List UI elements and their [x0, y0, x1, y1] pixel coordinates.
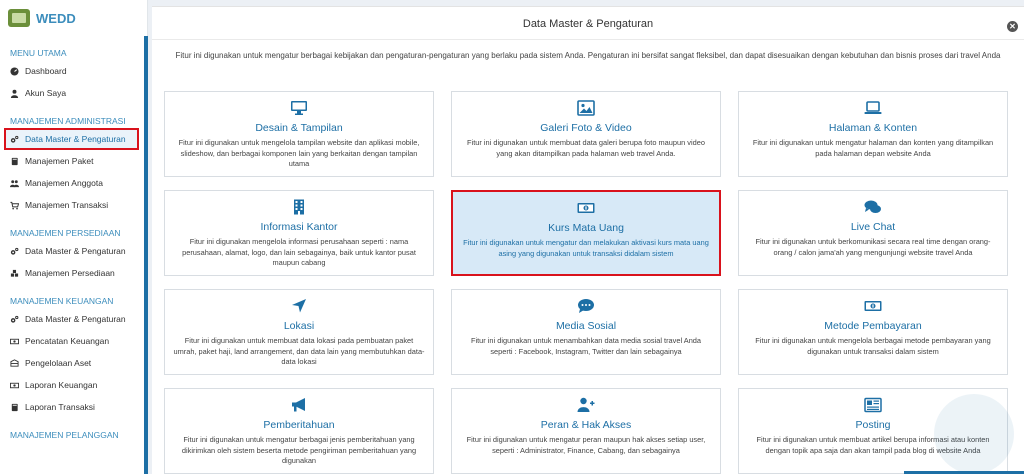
feature-card-description: Fitur ini digunakan untuk mengatur berbagai jenis pemberitahuan yang dikirimkan oleh sistem beserta metode pengiriman pemberitahuan yang digunakan: [181, 435, 417, 465]
feature-card-description: Fitur ini digunakan untuk mengelola berbagai metode pembayaran yang digunakan untuk transaksi dalam sistem: [755, 336, 991, 356]
feature-card[interactable]: [164, 388, 434, 474]
feature-card-title: Media Sosial: [555, 320, 617, 332]
sidebar-section-title: MANAJEMEN ADMINISTRASI: [10, 116, 126, 126]
feature-card-description: Fitur ini digunakan untuk mengatur peran maupun hak akses setiap user, seperti : Administrator, Finance, Cabang, dan sebagainya: [466, 435, 706, 455]
feature-card[interactable]: [164, 190, 434, 276]
user-icon: [10, 89, 19, 98]
money-icon: [10, 337, 19, 346]
feature-card-description: Fitur ini digunakan untuk mengatur halaman dan konten yang ditampilkan pada halaman depan website Anda: [752, 138, 994, 158]
feature-card[interactable]: [738, 190, 1008, 276]
page-title: Data Master & Pengaturan: [522, 18, 654, 30]
feature-card[interactable]: [451, 289, 721, 375]
banknote-icon: [739, 296, 1007, 316]
feature-card-description: Fitur ini digunakan untuk membuat data lokasi pada pembuatan paket umrah, paket haji, land arrangement, dan data lain yang membutuhkan data-data lokasi: [173, 336, 425, 366]
cubes-icon: [10, 269, 19, 278]
sidebar-item-label: Dashboard: [25, 66, 67, 76]
feature-card-title: Desain & Tampilan: [255, 122, 343, 134]
sidebar-section-title: MANAJEMEN PELANGGAN: [10, 430, 119, 440]
sidebar-item[interactable]: [0, 262, 147, 284]
feature-card[interactable]: [164, 91, 434, 177]
feature-card-description: Fitur ini digunakan untuk mengatur dan melakukan aktivasi kurs mata uang asing yang digunakan untuk transaksi didalam sistem: [463, 238, 709, 258]
sidebar: [0, 0, 148, 474]
sidebar-item-label: Data Master & Pengaturan: [25, 134, 126, 144]
sidebar-item[interactable]: [0, 172, 147, 194]
sidebar-section-title: MANAJEMEN KEUANGAN: [10, 296, 114, 306]
building-icon: [165, 197, 433, 217]
page-intro: Fitur ini digunakan untuk mengatur berbagai kebijakan dan pengaturan-pengaturan yang berlaku pada sistem Anda. Pengaturan ini bersifat sangat fleksibel, dan dapat disesuaikan dengan kebutuhan dan bisnis proses dari travel Anda: [175, 51, 1001, 60]
monitor-icon: [165, 98, 433, 118]
location-arrow-icon: [165, 296, 433, 316]
feature-card-description: Fitur ini digunakan mengelola informasi perusahaan seperti : nama perusahaan, alamat, logo, dan lain sebagainya, baik untuk kantor pusat maupun cabang: [182, 237, 416, 267]
sidebar-item[interactable]: [0, 352, 147, 374]
sidebar-item[interactable]: [0, 330, 147, 352]
sidebar-item[interactable]: [0, 308, 147, 330]
feature-card-title: Informasi Kantor: [260, 221, 338, 233]
sidebar-item-label: Laporan Transaksi: [25, 402, 95, 412]
feature-card-description: Fitur ini digunakan untuk membuat data galeri berupa foto maupun video yang akan ditampilkan pada halaman web travel Anda.: [467, 138, 705, 158]
feature-card-title: Posting: [855, 419, 891, 431]
sidebar-item[interactable]: [0, 374, 147, 396]
sidebar-item-label: Manajemen Paket: [25, 156, 94, 166]
feature-card-title: Metode Pembayaran: [824, 320, 922, 332]
sidebar-item-label: Data Master & Pengaturan: [25, 246, 126, 256]
sidebar-item-label: Pengelolaan Aset: [25, 358, 92, 368]
sidebar-scrollbar[interactable]: [144, 36, 148, 474]
feature-card-title: Galeri Foto & Video: [540, 122, 632, 134]
feature-card[interactable]: [451, 388, 721, 474]
watermark-icon: [894, 374, 1014, 474]
close-icon[interactable]: ✕: [1007, 21, 1018, 32]
money-icon: [10, 381, 19, 390]
dashboard-icon: [10, 67, 19, 76]
main-panel: [152, 6, 1024, 474]
feature-card-title: Kurs Mata Uang: [548, 222, 624, 234]
sidebar-item-label: Akun Saya: [25, 88, 67, 98]
logo-icon: [8, 9, 30, 27]
sidebar-item-label: Manajemen Persediaan: [25, 268, 115, 278]
sidebar-item-label: Laporan Keuangan: [25, 380, 98, 390]
user-plus-icon: [452, 395, 720, 415]
gears-icon: [10, 315, 19, 324]
feature-card[interactable]: [451, 190, 721, 276]
cart-icon: [10, 201, 19, 210]
book-icon: [10, 157, 19, 166]
sidebar-item-label: Manajemen Anggota: [25, 178, 103, 188]
sidebar-item[interactable]: [4, 128, 139, 150]
sidebar-item[interactable]: [0, 150, 147, 172]
comment-icon: [452, 296, 720, 316]
sidebar-item[interactable]: [0, 60, 147, 82]
feature-card-title: Lokasi: [283, 320, 315, 332]
sidebar-item[interactable]: [0, 240, 147, 262]
sidebar-item[interactable]: [0, 194, 147, 216]
sidebar-section-title: MENU UTAMA: [10, 48, 67, 58]
sidebar-item-label: Manajemen Transaksi: [25, 200, 109, 210]
image-icon: [452, 98, 720, 118]
feature-card-description: Fitur ini digunakan untuk menambahkan data media sosial travel Anda seperti : Facebook, Instagram, Twitter dan lain sebagainya: [470, 336, 702, 356]
sidebar-section-title: MANAJEMEN PERSEDIAAN: [10, 228, 121, 238]
brand-name: WEDD: [36, 10, 76, 26]
laptop-icon: [739, 98, 1007, 118]
bullhorn-icon: [165, 395, 433, 415]
sidebar-item-label: Pencatatan Keuangan: [25, 336, 110, 346]
feature-card-description: Fitur ini digunakan untuk berkomunikasi secara real time dengan orang-orang / calon jama'ah yang mengunjungi website travel Anda: [755, 237, 991, 257]
box-icon: [10, 359, 19, 368]
feature-card[interactable]: [738, 289, 1008, 375]
sidebar-item-label: Data Master & Pengaturan: [25, 314, 126, 324]
feature-card-description: Fitur ini digunakan untuk mengelola tampilan website dan aplikasi mobile, slideshow, dan berbagai komponen lain yang berkaitan dengan tampilan utama: [178, 138, 420, 168]
feature-card-description: Fitur ini digunakan untuk membuat artikel berupa informasi atau konten dengan topik apa saja dan akan tampil pada blog di website Anda: [756, 435, 990, 455]
gears-icon: [10, 135, 19, 144]
sidebar-item[interactable]: [0, 82, 147, 104]
brand[interactable]: [0, 0, 147, 36]
feature-card[interactable]: [451, 91, 721, 177]
feature-card-title: Halaman & Konten: [828, 122, 918, 134]
feature-card-title: Peran & Hak Akses: [540, 419, 632, 431]
book-icon: [10, 403, 19, 412]
feature-card-title: Pemberitahuan: [263, 419, 335, 431]
gears-icon: [10, 247, 19, 256]
users-icon: [10, 179, 19, 188]
sidebar-item[interactable]: [0, 396, 147, 418]
banknote-icon: [453, 198, 719, 218]
feature-card-title: Live Chat: [850, 221, 896, 233]
chat-icon: [739, 197, 1007, 217]
feature-card[interactable]: [738, 91, 1008, 177]
feature-card[interactable]: [164, 289, 434, 375]
